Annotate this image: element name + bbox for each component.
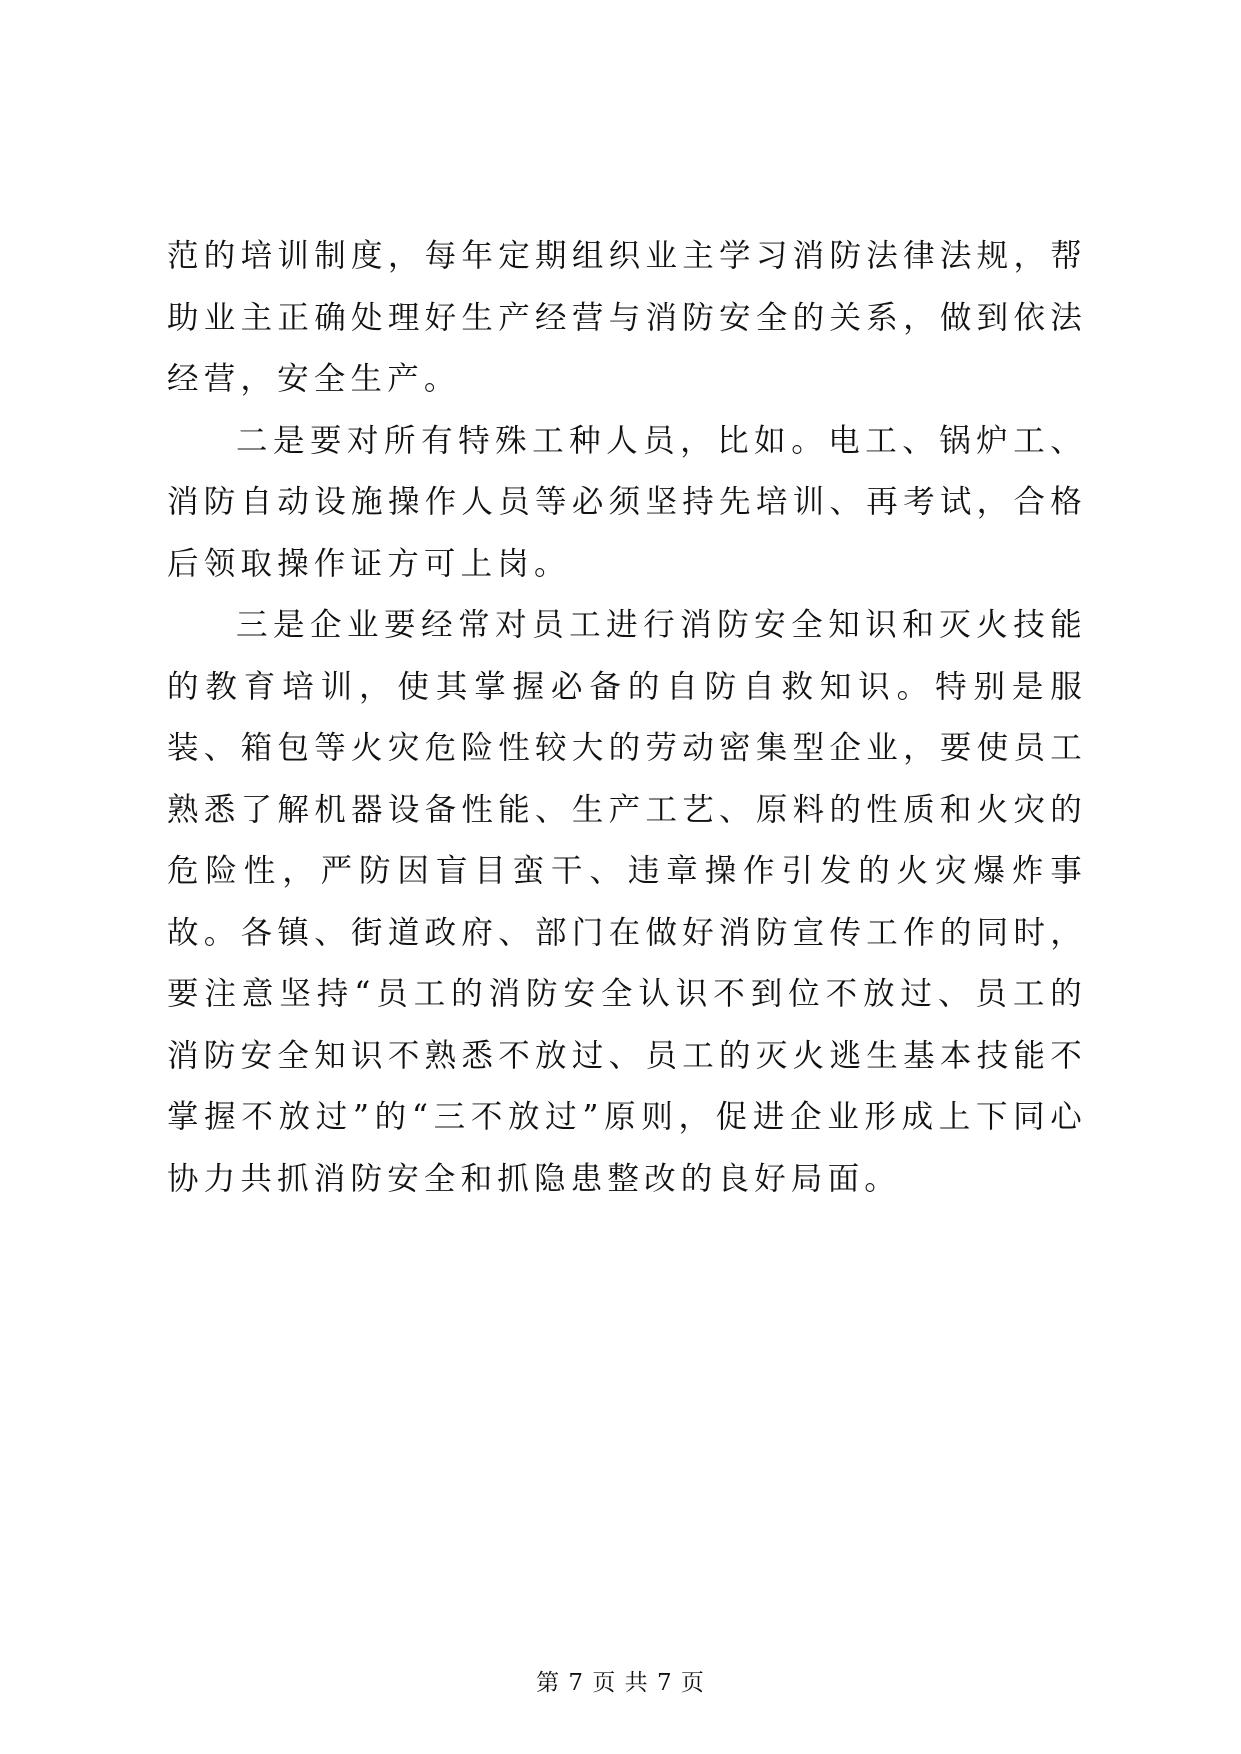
paragraph-employee-training: 三是企业要经常对员工进行消防安全知识和灭火技能的教育培训，使其掌握必备的自防自救知识。特别是服装、箱包等火灾危险性较大的劳动密集型企业，要使员工熟悉了解机器设备性能、生产工艺、原料的性质和火灾的危险性，严防因盲目蛮干、违章操作引发的火灾爆炸事故。各镇、街道政府、部门在做好消防宣传工作的同时，要注意坚持“员工的消防安全认识不到位不放过、员工的消防安全知识不熟悉不放过、员工的灭火逃生基本技能不掌握不放过”的“三不放过”原则，促进企业形成上下同心协力共抓消防安全和抓隐患整改的良好局面。: [167, 607, 1087, 1197]
paragraph-continuation: 范的培训制度，每年定期组织业主学习消防法律法规，帮助业主正确处理好生产经营与消防安全的关系，做到依法经营，安全生产。: [167, 238, 1087, 397]
paragraph-special-workers: 二是要对所有特殊工种人员，比如。电工、锅炉工、消防自动设施操作人员等必须坚持先培训、再考试，合格后领取操作证方可上岗。: [167, 422, 1087, 582]
document-body: [167, 226, 1087, 1210]
page-footer: 第 7 页 共 7 页: [536, 1670, 705, 1696]
